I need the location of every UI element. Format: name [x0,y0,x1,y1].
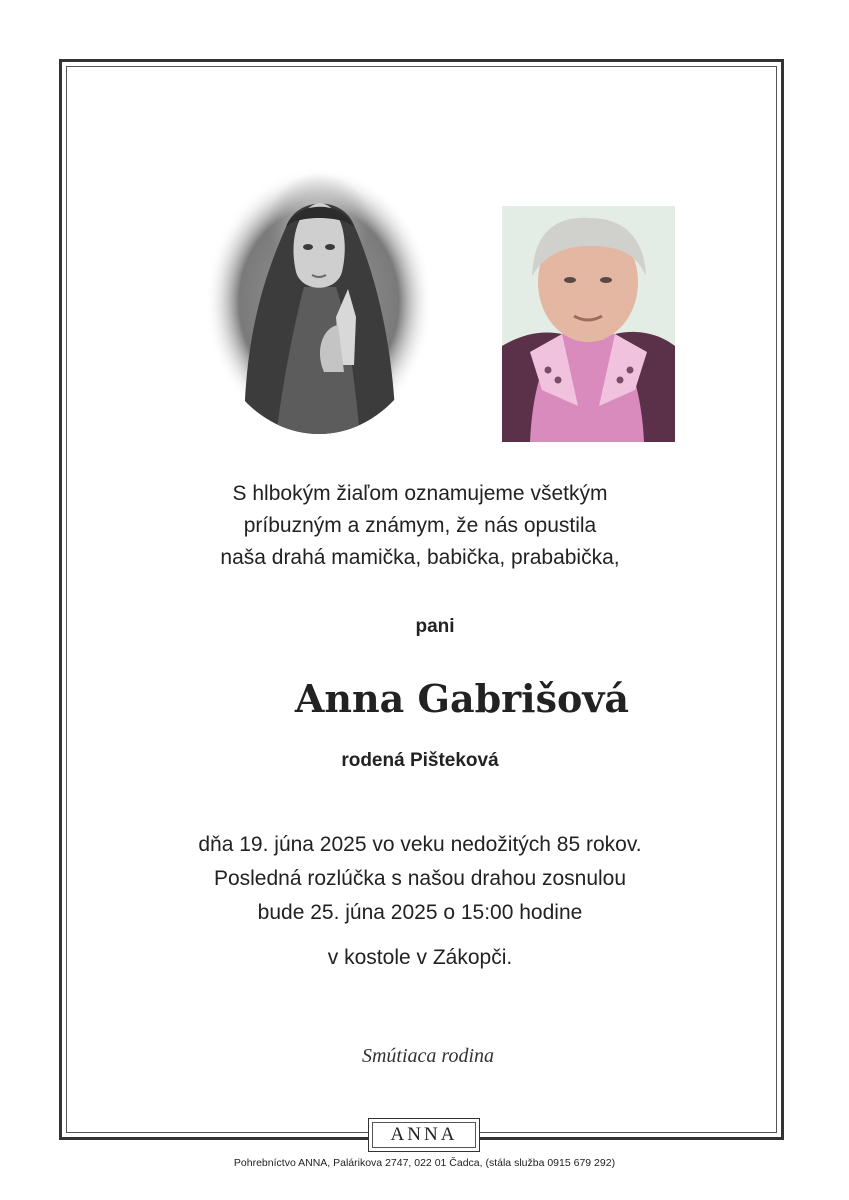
madonna-image [204,167,434,437]
detail-line: dňa 19. júna 2025 vo veku nedožitých 85 rokov. [198,833,642,856]
portrait-photo [502,206,675,442]
detail-line: Posledná rozlúčka s našou drahou zosnulou [213,867,627,890]
deceased-name: Anna Gabrišová [294,676,630,721]
intro-line: naša drahá mamička, babička, prababička, [220,546,620,569]
funeral-home-logo [368,1118,480,1152]
title-honorific: pani [415,616,455,637]
funeral-place: v kostole v Zákopči. [327,946,513,969]
footer-contact: Pohrebníctvo ANNA, Palárikova 2747, 022 01 Čadca, (stála služba 0915 679 292) [233,1157,616,1169]
intro-line: S hlbokým žiaľom oznamujeme všetkým [232,482,608,505]
intro-line: príbuzným a známym, že nás opustila [243,514,597,537]
family-signature: Smútiaca rodina [361,1045,495,1067]
funeral-details [140,828,700,930]
maiden-name: rodená Pišteková [341,750,499,771]
logo-text: ANNA [372,1122,476,1148]
intro-text [150,478,690,574]
detail-line: bude 25. júna 2025 o 15:00 hodine [257,901,583,924]
